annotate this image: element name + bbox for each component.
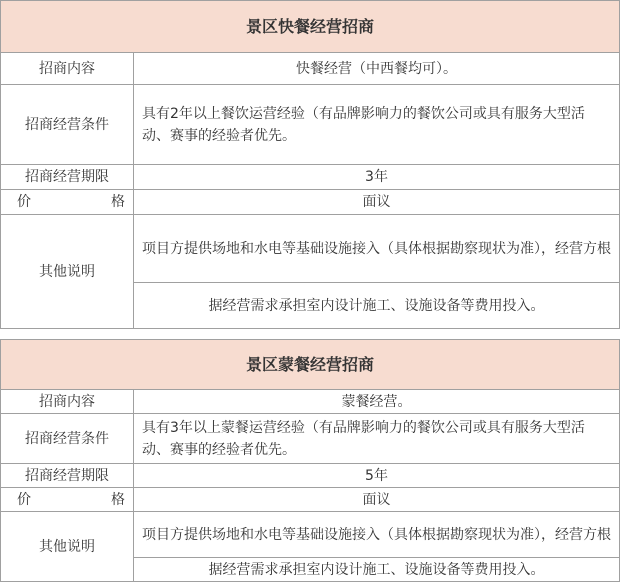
row-label-price [1,190,134,215]
row-label-content: 招商内容 [1,390,134,414]
mongolian-food-table [0,339,620,582]
row-value-price: 面议 [134,190,620,215]
row-value-conditions: 具有2年以上餐饮运营经验（有品牌影响力的餐饮公司或具有服务大型活动、赛事的经验者优先。 [134,85,620,165]
row-value-notes-2: 据经营需求承担室内设计施工、设施设备等费用投入。 [134,558,620,582]
row-value-notes-2: 据经营需求承担室内设计施工、设施设备等费用投入。 [134,283,620,329]
section-title: 景区快餐经营招商 [1,1,620,53]
price-label-char-2: 格 [111,491,125,508]
price-label-char-2: 格 [111,194,125,210]
row-value-conditions: 具有3年以上蒙餐运营经验（有品牌影响力的餐饮公司或具有服务大型活动、赛事的经验者优先。 [134,414,620,464]
row-label-conditions: 招商经营条件 [1,414,134,464]
row-label-price [1,488,134,512]
row-label-term: 招商经营期限 [1,464,134,488]
row-label-notes: 其他说明 [1,512,134,582]
price-label-char-1: 价 [17,491,31,508]
row-value-content: 快餐经营（中西餐均可）。 [134,53,620,85]
section-title: 景区蒙餐经营招商 [1,340,620,390]
row-value-term: 5年 [134,464,620,488]
row-label-notes: 其他说明 [1,215,134,329]
row-label-term: 招商经营期限 [1,165,134,190]
row-value-content: 蒙餐经营。 [134,390,620,414]
row-value-notes-1: 项目方提供场地和水电等基础设施接入（具体根据勘察现状为准），经营方根 [134,512,620,558]
row-label-conditions: 招商经营条件 [1,85,134,165]
row-label-content: 招商内容 [1,53,134,85]
row-value-notes-1: 项目方提供场地和水电等基础设施接入（具体根据勘察现状为准），经营方根 [134,215,620,283]
row-value-term: 3年 [134,165,620,190]
row-value-price: 面议 [134,488,620,512]
price-label-char-1: 价 [17,194,31,210]
